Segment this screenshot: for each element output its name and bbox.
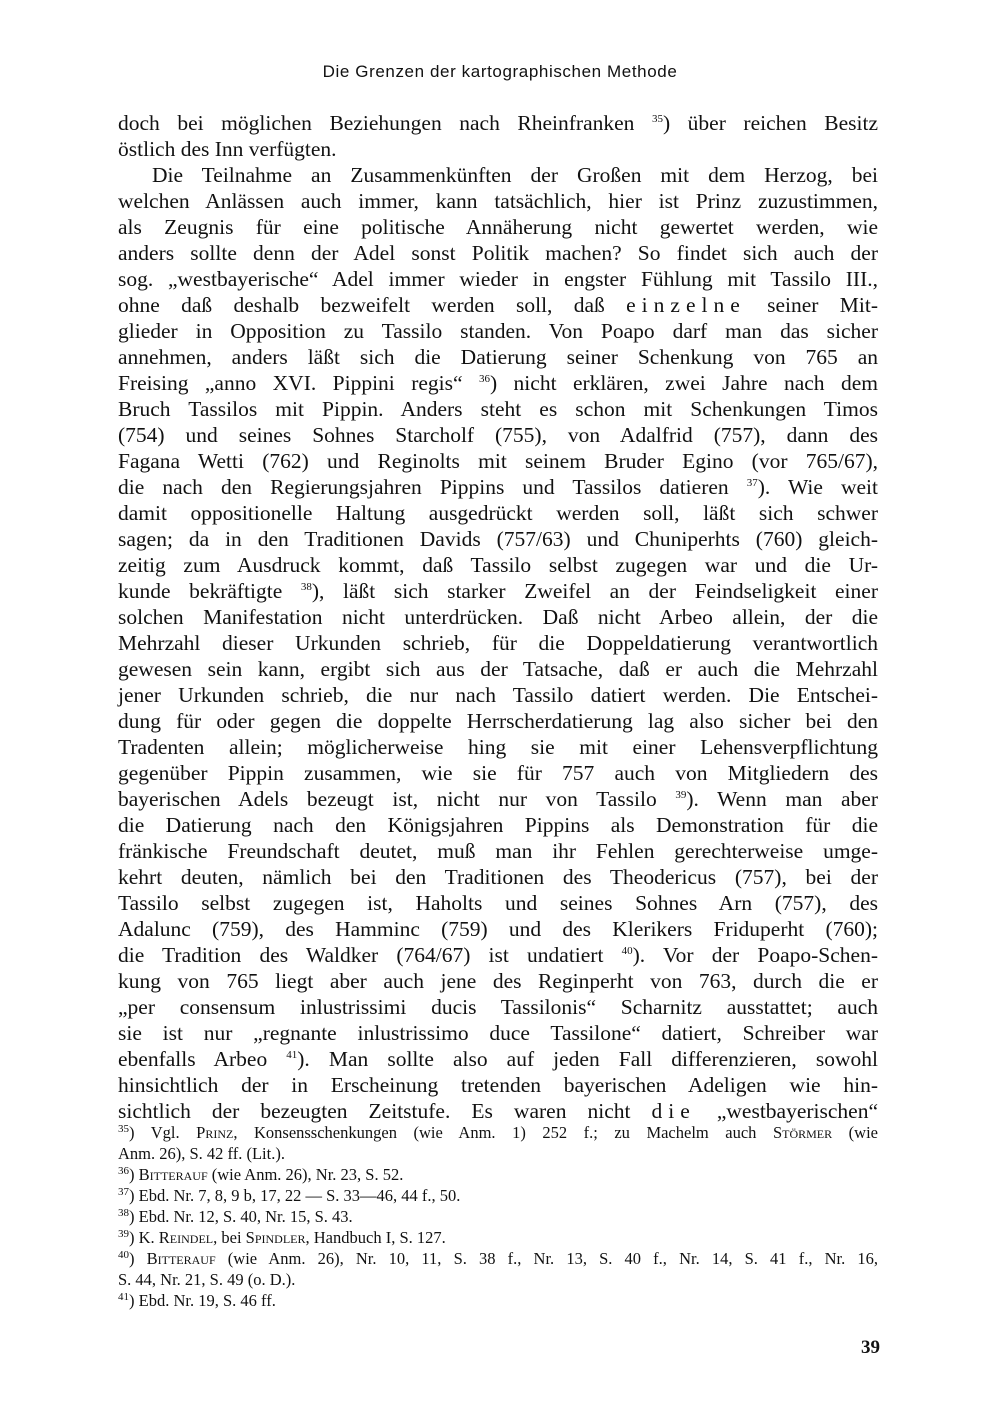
footnote-ref: 38 bbox=[300, 581, 312, 593]
footnote-ref-sup bbox=[479, 373, 490, 385]
text-run: ). Wenn man aber bbox=[686, 787, 878, 811]
text-line bbox=[118, 214, 878, 240]
text-line bbox=[118, 1046, 878, 1072]
text-run: bayerischen Adels bezeugt ist, nicht nur von Tassilo bbox=[118, 787, 676, 811]
text-line bbox=[118, 110, 878, 136]
footnote-ref: 37 bbox=[746, 477, 758, 489]
text-run: Tradenten allein; möglicherweise hing sie mit einer Lehensverpflichtung bbox=[118, 735, 878, 759]
footnote-paren: ) bbox=[129, 1207, 139, 1226]
text-line bbox=[118, 552, 878, 578]
text-line bbox=[118, 630, 878, 656]
text-line bbox=[118, 344, 878, 370]
text-run: dung für oder gegen die doppelte Herrscherdatierung lag also sicher bei den bbox=[118, 709, 878, 733]
text-run: Mehrzahl dieser Urkunden schrieb, für die Doppeldatierung verantwortlich bbox=[118, 631, 878, 655]
author-name: Spindler bbox=[245, 1228, 306, 1247]
footnote-number: 36 bbox=[118, 1165, 129, 1177]
footnote bbox=[118, 1206, 878, 1227]
footnote-paren: ) bbox=[129, 1123, 151, 1142]
text-line bbox=[118, 370, 878, 396]
author-name: Bitterauf bbox=[138, 1165, 208, 1184]
text-run: ), läßt sich starker Zweifel an der Feindseligkeit einer bbox=[311, 579, 878, 603]
footnote bbox=[118, 1290, 878, 1311]
text-run: „westbayerischen“ bbox=[695, 1099, 878, 1123]
text-run: Die Teilnahme an Zusammenkünften der Großen mit dem Herzog, bei bbox=[152, 163, 878, 187]
text-line bbox=[118, 760, 878, 786]
text-run: sagen; da in den Traditionen Davids (757/63) und Chuniperhts (760) gleich- bbox=[118, 527, 878, 551]
text-line bbox=[118, 604, 878, 630]
text-run: annehmen, anders läßt sich die Datierung seiner Schenkung von 765 an bbox=[118, 345, 878, 369]
text-run: zeitig zum Ausdruck kommt, daß Tassilo selbst zugegen war und die Ur- bbox=[118, 553, 878, 577]
text-run: ) über reichen Besitz bbox=[662, 111, 878, 135]
footnote-line bbox=[118, 1248, 878, 1269]
text-run: welchen Anlässen auch immer, kann tatsächlich, hier ist Prinz zuzustimmen, bbox=[118, 189, 878, 213]
footnote-line bbox=[118, 1122, 878, 1143]
text-run: kung von 765 liegt aber auch jene des Reginperht von 763, durch die er bbox=[118, 969, 878, 993]
text-run: hinsichtlich der in Erscheinung tretenden bayerischen Adeligen wie hin- bbox=[118, 1073, 878, 1097]
text-run: , Konsensschenkungen (wie Anm. 1) 252 f.; zu Machelm auch bbox=[233, 1123, 773, 1142]
text-run: Fagana Wetti (762) und Reginolts mit seinem Bruder Egino (vor 765/67), bbox=[118, 449, 878, 473]
text-run: Ebd. Nr. 19, S. 46 ff. bbox=[138, 1291, 276, 1310]
text-run: östlich des Inn verfügten. bbox=[118, 137, 337, 161]
text-run: gegenüber Pippin zusammen, wie sie für 757 auch von Mitgliedern des bbox=[118, 761, 878, 785]
footnote-line bbox=[118, 1164, 878, 1185]
text-run: ebenfalls Arbeo bbox=[118, 1047, 287, 1071]
running-head: Die Grenzen der kartographischen Methode bbox=[322, 62, 678, 81]
text-run: K. bbox=[138, 1228, 159, 1247]
footnote-number: 40 bbox=[118, 1249, 129, 1261]
text-line bbox=[118, 968, 878, 994]
footnote-ref-sup bbox=[747, 477, 758, 489]
text-run: S. 44, Nr. 21, S. 49 (o. D.). bbox=[118, 1270, 296, 1289]
footnote-ref-sup bbox=[286, 1049, 297, 1061]
text-line bbox=[118, 448, 878, 474]
text-line bbox=[118, 942, 878, 968]
author-name: Reindel bbox=[158, 1228, 214, 1247]
footnote-paren: ) bbox=[129, 1186, 139, 1205]
author-name: Bitterauf bbox=[146, 1249, 216, 1268]
author-name: Prinz bbox=[196, 1123, 234, 1142]
text-run: ). Man sollte also auf jeden Fall differenzieren, sowohl bbox=[297, 1047, 878, 1071]
text-run: damit oppositionelle Haltung ausgedrückt werden soll, läßt sich schwer bbox=[118, 501, 878, 525]
text-line bbox=[118, 500, 878, 526]
footnote-line bbox=[118, 1143, 878, 1164]
text-line bbox=[118, 578, 878, 604]
text-line bbox=[118, 812, 878, 838]
text-line bbox=[118, 838, 878, 864]
text-line bbox=[118, 786, 878, 812]
text-run: „per consensum inlustrissimi ducis Tassilonis“ Scharnitz ausstattet; auch bbox=[118, 995, 878, 1019]
footnote-line bbox=[118, 1227, 878, 1248]
text-run: doch bei möglichen Beziehungen nach Rheinfranken bbox=[118, 111, 652, 135]
text-line bbox=[118, 318, 878, 344]
footnote bbox=[118, 1185, 878, 1206]
author-name: Störmer bbox=[772, 1123, 833, 1142]
text-run: die Tradition des Waldker (764/67) ist undatiert bbox=[118, 943, 622, 967]
footnote-line bbox=[118, 1185, 878, 1206]
text-run: anders sollte denn der Adel sonst Politik machen? So findet sich auch der bbox=[118, 241, 878, 265]
footnote-ref: 39 bbox=[675, 789, 687, 801]
text-line bbox=[118, 240, 878, 266]
footnote-paren: ) bbox=[129, 1249, 147, 1268]
footnote-ref: 35 bbox=[651, 113, 663, 125]
footnote-ref: 41 bbox=[286, 1049, 298, 1061]
text-run: , bei bbox=[213, 1228, 246, 1247]
text-run: gewesen sein kann, ergibt sich aus der Tatsache, daß er auch die Mehrzahl bbox=[118, 657, 878, 681]
footnote-paren: ) bbox=[129, 1291, 139, 1310]
body-text bbox=[118, 110, 878, 1124]
text-line bbox=[118, 396, 878, 422]
footnote-paren: ) bbox=[129, 1228, 139, 1247]
text-line bbox=[118, 162, 878, 188]
text-run: (754) und seines Sohnes Starcholf (755), von Adalfrid (757), dann des bbox=[118, 423, 878, 447]
text-line bbox=[118, 422, 878, 448]
text-line bbox=[118, 864, 878, 890]
footnote-line bbox=[118, 1290, 878, 1311]
text-run: ). Vor der Poapo-Schen- bbox=[632, 943, 878, 967]
text-line bbox=[118, 734, 878, 760]
text-line bbox=[118, 266, 878, 292]
text-line bbox=[118, 474, 878, 500]
text-run: (wie Anm. 26), Nr. 10, 11, S. 38 f., Nr. 13, S. 40 f., Nr. 14, S. 41 f., Nr. 16, bbox=[215, 1249, 878, 1268]
text-run: (wie bbox=[832, 1123, 878, 1142]
footnotes bbox=[118, 1122, 878, 1311]
text-run: kehrt deuten, nämlich bei den Traditionen des Theodericus (757), bei der bbox=[118, 865, 878, 889]
footnote-line bbox=[118, 1206, 878, 1227]
footnote-ref-sup bbox=[622, 945, 633, 957]
text-run: die nach den Regierungsjahren Pippins und Tassilos datieren bbox=[118, 475, 747, 499]
spaced-emphasis: einzelne bbox=[626, 293, 746, 317]
page-number: 39 bbox=[861, 1337, 880, 1358]
text-line bbox=[118, 188, 878, 214]
text-run: sog. „westbayerische“ Adel immer wieder in engster Fühlung mit Tassilo III., bbox=[118, 267, 878, 291]
footnote-ref: 40 bbox=[621, 945, 633, 957]
text-line bbox=[118, 994, 878, 1020]
footnote-ref-sup bbox=[675, 789, 686, 801]
text-run: Bruch Tassilos mit Pippin. Anders steht es schon mit Schenkungen Timos bbox=[118, 397, 878, 421]
text-run: ohne daß deshalb bezweifelt werden soll, daß bbox=[118, 293, 627, 317]
footnote-ref-sup bbox=[301, 581, 312, 593]
text-run: fränkische Freundschaft deutet, muß man ihr Fehlen gerechterweise umge- bbox=[118, 839, 878, 863]
text-line bbox=[118, 136, 878, 162]
footnote-ref-sup bbox=[652, 113, 663, 125]
text-run: Freising „anno XVI. Pippini regis“ bbox=[118, 371, 479, 395]
text-line bbox=[118, 1072, 878, 1098]
text-run: die Datierung nach den Königsjahren Pippins als Demonstration für die bbox=[118, 813, 878, 837]
text-line bbox=[118, 682, 878, 708]
text-run: solchen Manifestation nicht unterdrücken. Daß nicht Arbeo allein, der die bbox=[118, 605, 878, 629]
text-run: als Zeugnis für eine politische Annäherung nicht gewertet werden, wie bbox=[118, 215, 878, 239]
footnote bbox=[118, 1122, 878, 1164]
text-run: sie ist nur „regnante inlustrissimo duce Tassilone“ datiert, Schreiber war bbox=[118, 1021, 878, 1045]
text-line bbox=[118, 1098, 878, 1124]
text-run: kunde bekräftigte bbox=[118, 579, 301, 603]
footnote bbox=[118, 1248, 878, 1290]
text-line bbox=[118, 708, 878, 734]
spaced-emphasis: die bbox=[651, 1099, 696, 1123]
text-run: Adalunc (759), des Hamminc (759) und des Klerikers Friduperht (760); bbox=[118, 917, 878, 941]
text-run: , Handbuch I, S. 127. bbox=[305, 1228, 446, 1247]
footnote bbox=[118, 1164, 878, 1185]
text-line bbox=[118, 526, 878, 552]
footnote-number: 37 bbox=[118, 1186, 129, 1198]
footnote-number: 35 bbox=[118, 1123, 129, 1135]
footnote-paren: ) bbox=[129, 1165, 139, 1184]
text-line bbox=[118, 656, 878, 682]
footnote-line bbox=[118, 1269, 878, 1290]
footnote-number: 41 bbox=[118, 1291, 129, 1303]
text-line bbox=[118, 1020, 878, 1046]
text-line bbox=[118, 292, 878, 318]
footnote bbox=[118, 1227, 878, 1248]
text-run: Ebd. Nr. 7, 8, 9 b, 17, 22 — S. 33—46, 44 f., 50. bbox=[138, 1186, 461, 1205]
text-run: seiner Mit- bbox=[745, 293, 878, 317]
text-run: (wie Anm. 26), Nr. 23, S. 52. bbox=[207, 1165, 404, 1184]
footnote-ref: 36 bbox=[478, 373, 490, 385]
text-run: glieder in Opposition zu Tassilo standen. Von Poapo darf man das sicher bbox=[118, 319, 878, 343]
footnote-number: 38 bbox=[118, 1207, 129, 1219]
text-run: ). Wie weit bbox=[757, 475, 878, 499]
text-run: Anm. 26), S. 42 ff. (Lit.). bbox=[118, 1144, 285, 1163]
text-run: ) nicht erklären, zwei Jahre nach dem bbox=[489, 371, 878, 395]
text-line bbox=[118, 916, 878, 942]
text-run: Tassilo selbst zugegen ist, Haholts und seines Sohnes Arn (757), des bbox=[118, 891, 878, 915]
text-run: sichtlich der bezeugten Zeitstufe. Es waren nicht bbox=[118, 1099, 652, 1123]
text-run: Ebd. Nr. 12, S. 40, Nr. 15, S. 43. bbox=[138, 1207, 353, 1226]
text-run: Vgl. bbox=[150, 1123, 197, 1142]
footnote-number: 39 bbox=[118, 1228, 129, 1240]
text-line bbox=[118, 890, 878, 916]
text-run: jener Urkunden schrieb, die nur nach Tassilo datiert werden. Die Entschei- bbox=[118, 683, 878, 707]
